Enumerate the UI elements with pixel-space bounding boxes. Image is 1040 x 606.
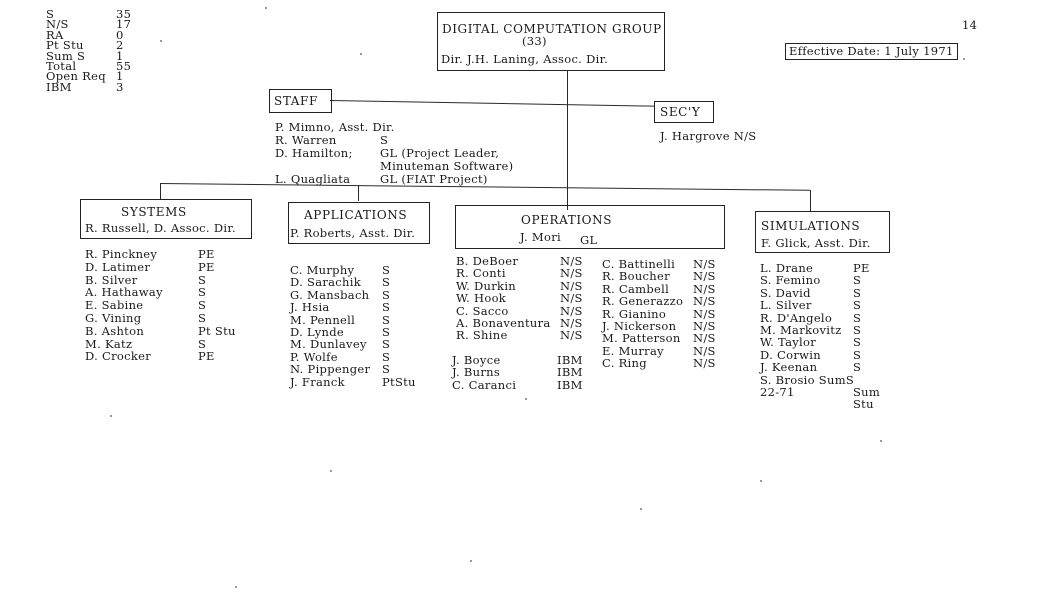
applications-row-name: M. Pennell [290, 312, 356, 327]
systems-row-status: S [198, 310, 207, 325]
systems-row-name: R. Pinckney [85, 247, 158, 261]
applications-row-name: J. Hsia [290, 300, 330, 315]
systems-row-status: S [198, 298, 207, 313]
operations-row [456, 267, 596, 279]
stat-row-status: 1 [116, 69, 124, 84]
operations-ibm-row [452, 366, 592, 378]
simulations-row-name: S. Brosio SumS [760, 372, 855, 387]
simulations-drop [810, 190, 811, 212]
simulations-row-name: L. Silver [760, 298, 812, 313]
operations-ibm-members [452, 354, 592, 391]
systems-row [85, 325, 255, 338]
scan-speck [160, 40, 162, 42]
simulations-row-name: D. Corwin [760, 347, 821, 362]
simulations-row-name: M. Markovitz [760, 322, 842, 337]
systems-row [85, 350, 255, 363]
group-title: DIGITAL COMPUTATION GROUP [442, 22, 662, 36]
systems-row-status: S [198, 272, 207, 287]
systems-row [85, 248, 255, 261]
operations-ibm-row [452, 379, 592, 391]
applications-row [290, 376, 420, 388]
scan-speck [235, 586, 237, 588]
trunk-line [567, 70, 568, 210]
stat-row-status: 1 [116, 48, 124, 63]
stat-row-name: S [46, 7, 55, 21]
operations-row-status: N/S [560, 315, 583, 330]
operations-row-name: W. Durkin [456, 278, 516, 293]
stat-row-status: 2 [116, 38, 124, 53]
staff-row-status: Minuteman Software) [380, 159, 514, 173]
secy-title: SEC'Y [660, 105, 701, 119]
operations-row-name: W. Hook [456, 291, 507, 306]
systems-row-status: PE [198, 349, 215, 364]
systems-row-status: S [198, 285, 207, 300]
systems-row-status: PE [198, 259, 215, 274]
scan-speck [265, 7, 267, 9]
applications-row-status: S [382, 324, 391, 339]
applications-row-status: PtStu [382, 374, 416, 389]
operations-row [602, 270, 722, 282]
operations-row-status: N/S [693, 318, 716, 333]
applications-row-name: C. Murphy [290, 263, 355, 277]
systems-row-name: E. Sabine [85, 298, 144, 313]
stat-row-name: Open Req [46, 69, 106, 84]
simulations-row-status: PE [853, 261, 870, 275]
scan-speck [760, 480, 762, 482]
systems-row-name: B. Ashton [85, 323, 145, 338]
staff-row-status: S [380, 133, 389, 147]
systems-row-status: S [198, 336, 207, 351]
operations-row-name: R. Generazzo [602, 294, 684, 309]
operations-ibm-row-status: IBM [557, 377, 583, 392]
applications-row-name: J. Franck [290, 374, 345, 389]
applications-row-status: S [382, 275, 391, 290]
applications-row-status: S [382, 287, 391, 302]
staff-secy-line [330, 100, 655, 107]
staff-row-name: L. Quagliata [275, 172, 351, 186]
secy-member: J. Hargrove N/S [660, 129, 757, 143]
operations-row-status: N/S [560, 291, 583, 306]
operations-row-name: R. Conti [456, 266, 506, 281]
operations-ibm-row-status: IBM [557, 365, 583, 380]
systems-row-name: M. Katz [85, 336, 133, 351]
operations-row-name: R. Cambell [602, 281, 670, 296]
applications-row-name: D. Lynde [290, 324, 345, 339]
scan-speck [880, 440, 882, 442]
operations-row-status: N/S [693, 257, 716, 271]
applications-drop [358, 185, 359, 201]
operations-row-status: N/S [560, 303, 583, 318]
operations-title: OPERATIONS [521, 213, 613, 227]
operations-row-status: N/S [560, 328, 583, 343]
stat-row [46, 38, 156, 53]
systems-row-name: A. Hathaway [85, 285, 163, 300]
stat-row-status: 17 [116, 17, 132, 32]
simulations-row [760, 384, 881, 412]
applications-row [290, 301, 420, 313]
operations-row-name: J. Nickerson [602, 318, 677, 333]
operations-row [602, 332, 722, 344]
staff-row-name: R. Warren [275, 133, 337, 147]
operations-row-name: C. Ring [602, 356, 647, 371]
operations-row-status: N/S [693, 269, 716, 284]
operations-ibm-row-name: J. Burns [452, 365, 501, 380]
applications-row-status: S [382, 362, 391, 377]
simulations-row-name: S. Femino [760, 273, 821, 288]
operations-row [456, 292, 596, 304]
operations-row [602, 357, 722, 369]
simulations-members [760, 261, 881, 412]
operations-row-name: R. Gianino [602, 306, 667, 321]
scan-speck [330, 470, 332, 472]
applications-row-status: S [382, 349, 391, 364]
staff-row [275, 173, 565, 186]
systems-row-name: D. Crocker [85, 349, 152, 364]
scan-speck [470, 560, 472, 562]
operations-row-status: N/S [693, 343, 716, 358]
operations-head-status: GL [580, 233, 598, 247]
stat-row-status: 55 [116, 58, 132, 73]
staff-row-name: D. Hamilton; [275, 146, 353, 160]
scan-speck [963, 58, 965, 60]
simulations-row-status: S [853, 335, 862, 350]
operations-row-status: N/S [693, 356, 716, 371]
stat-row-status: 3 [116, 79, 124, 94]
operations-row-name: M. Patterson [602, 331, 681, 346]
stat-row-status: 0 [116, 27, 124, 42]
scan-speck [360, 53, 362, 55]
headcount-summary [46, 7, 156, 94]
applications-row-name: D. Sarachik [290, 275, 362, 290]
staff-row-status: GL (Project Leader, [380, 146, 500, 160]
operations-right-members [602, 258, 722, 370]
simulations-row [760, 361, 880, 373]
systems-row-status: Pt Stu [198, 323, 236, 338]
operations-row-name: E. Murray [602, 343, 664, 358]
systems-drop [160, 183, 161, 199]
stat-row-status: 35 [116, 7, 132, 21]
simulations-row-status: S [853, 310, 862, 325]
systems-row-status: PE [198, 247, 215, 261]
applications-row-name: P. Wolfe [290, 349, 338, 364]
simulations-row [760, 299, 880, 311]
applications-row-status: S [382, 337, 391, 352]
systems-head: R. Russell, D. Assoc. Dir. [85, 221, 236, 235]
systems-row [85, 261, 255, 274]
systems-row-name: B. Silver [85, 272, 138, 287]
simulations-row-name: W. Taylor [760, 335, 817, 350]
operations-ibm-row-name: J. Boyce [452, 353, 501, 367]
simulations-row-name: L. Drane [760, 261, 814, 275]
operations-row-name: A. Bonaventura [456, 315, 551, 330]
simulations-row-status: S [853, 285, 862, 300]
staff-members [275, 121, 565, 186]
simulations-row-status: S [853, 347, 862, 362]
applications-head: P. Roberts, Asst. Dir. [290, 226, 416, 240]
group-director: Dir. J.H. Laning, Assoc. Dir. [441, 52, 609, 66]
operations-row-name: R. Shine [456, 328, 508, 343]
stat-row [46, 79, 156, 94]
operations-row-status: N/S [560, 266, 583, 281]
applications-row [290, 338, 420, 350]
applications-row-name: N. Pippenger [290, 362, 371, 377]
scan-speck [110, 415, 112, 417]
applications-row-status: S [382, 312, 391, 327]
simulations-row-status: S [853, 322, 862, 337]
simulations-row-name: R. D'Angelo [760, 310, 833, 325]
scan-speck [640, 508, 642, 510]
stat-row-name: IBM [46, 79, 72, 94]
staff-title: STAFF [274, 94, 318, 108]
systems-row-name: G. Vining [85, 310, 142, 325]
stat-row-name: Sum S [46, 48, 86, 63]
scan-speck [525, 398, 527, 400]
operations-row [456, 329, 596, 341]
operations-row-name: C. Battinelli [602, 257, 676, 271]
operations-ibm-row-status: IBM [557, 353, 583, 367]
operations-row-status: N/S [560, 278, 583, 293]
operations-row [602, 295, 722, 307]
stat-row-name: Pt Stu [46, 38, 84, 53]
stat-row-name: N/S [46, 17, 69, 32]
effective-date: Effective Date: 1 July 1971 [785, 43, 958, 60]
simulations-row-name: J. Keenan [760, 360, 818, 375]
applications-row [290, 276, 420, 288]
stat-row-name: Total [46, 58, 77, 73]
operations-row-name: C. Sacco [456, 303, 509, 318]
staff-row-status: GL (FIAT Project) [380, 172, 488, 186]
operations-row-name: R. Boucher [602, 269, 670, 284]
simulations-row-status: S [853, 298, 862, 313]
applications-row [290, 363, 420, 375]
group-count: (33) [522, 34, 547, 48]
operations-left-members [456, 255, 596, 342]
applications-title: APPLICATIONS [304, 208, 408, 222]
simulations-row-status: Sum Stu [853, 384, 881, 412]
applications-row-name: M. Dunlavey [290, 337, 367, 352]
systems-title: SYSTEMS [121, 205, 187, 219]
stat-row-name: RA [46, 27, 64, 42]
page-number: 14 [962, 18, 978, 32]
systems-row [85, 312, 255, 325]
systems-members [85, 248, 255, 363]
simulations-row-status: S [853, 360, 862, 375]
applications-row-name: G. Mansbach [290, 287, 370, 302]
staff-row-name: P. Mimno, Asst. Dir. [275, 120, 395, 134]
simulations-row-name: 22-71 [760, 384, 795, 399]
operations-ibm-row-name: C. Caranci [452, 377, 517, 392]
applications-members [290, 264, 420, 388]
operations-row-name: B. DeBoer [456, 254, 519, 268]
simulations-title: SIMULATIONS [761, 219, 861, 233]
operations-head: J. Mori [520, 230, 562, 244]
operations-row-status: N/S [693, 331, 716, 346]
simulations-head: F. Glick, Asst. Dir. [761, 236, 871, 250]
operations-row-status: N/S [693, 281, 716, 296]
operations-row-status: N/S [693, 294, 716, 309]
simulations-row-name: S. David [760, 285, 811, 300]
simulations-row [760, 274, 880, 286]
systems-row-name: D. Latimer [85, 259, 151, 274]
applications-row-status: S [382, 263, 391, 277]
simulations-row-status: S [853, 273, 862, 288]
operations-row-status: N/S [560, 254, 583, 268]
applications-row-status: S [382, 300, 391, 315]
simulations-row [760, 336, 880, 348]
operations-row-status: N/S [693, 306, 716, 321]
